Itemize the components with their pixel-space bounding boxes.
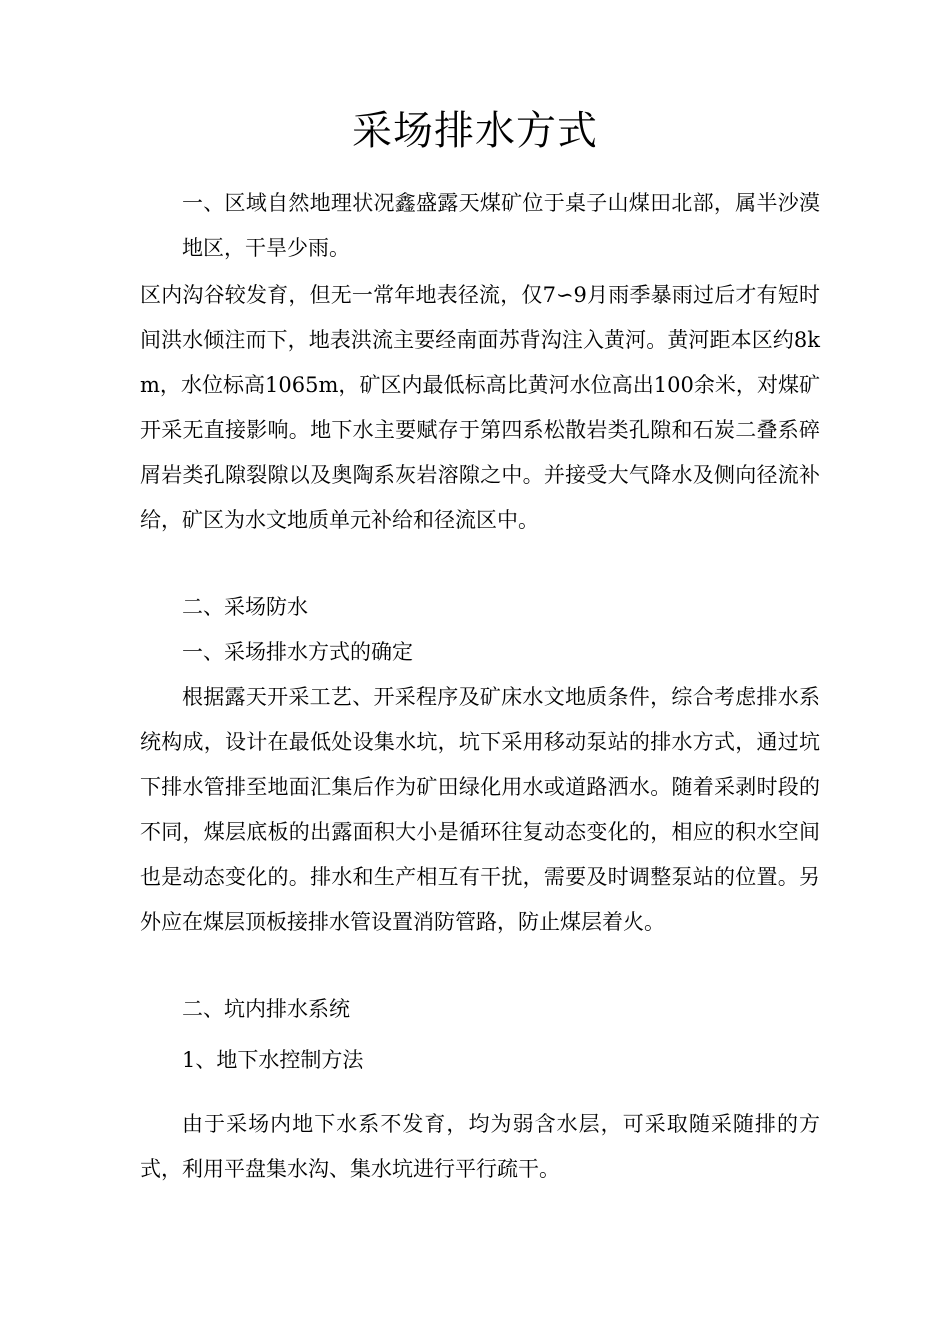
page-title: 采场排水方式 <box>352 108 598 154</box>
section-1-paragraph: 区内沟谷较发育，但无一常年地表径流，仅7∽9月雨季暴雨过后才有短时间洪水倾注而下，地表洪流主要经南面苏背沟注入黄河。黄河距本区约8km，水位标高1065m，矿区内最低标高比黄河水位高出100余米，对煤矿开采无直接影响。地下水主要赋存于第四系松散岩类孔隙和石炭二叠系碎屑岩类孔隙裂隙以及奥陶系灰岩溶隙之中。并接受大气降水及侧向径流补给，矿区为水文地质单元补给和径流区中。 <box>140 283 820 532</box>
subsection-1-paragraph: 根据露天开采工艺、开采程序及矿床水文地质条件，综合考虑排水系统构成，设计在最低处设集水坑，坑下采用移动泵站的排水方式，通过坑下排水管排至地面汇集后作为矿田绿化用水或道路洒水。随着采剥时段的不同，煤层底板的出露面积大小是循环往复动态变化的，相应的积水空间也是动态变化的。排水和生产相互有干扰，需要及时调整泵站的位置。另外应在煤层顶板接排水管设置消防管路，防止煤层着火。 <box>140 685 820 934</box>
subsection-2-heading: 二、坑内排水系统 <box>182 997 350 1021</box>
section-1-heading: 一、区域自然地理状况鑫盛露天煤矿位于桌子山煤田北部，属半沙漠地区，干旱少雨。 <box>182 191 820 260</box>
item-1-heading: 1、地下水控制方法 <box>182 1048 364 1072</box>
subsection-1-heading: 一、采场排水方式的确定 <box>182 640 413 664</box>
item-1-paragraph: 由于采场内地下水系不发育，均为弱含水层，可采取随采随排的方式，利用平盘集水沟、集水坑进行平行疏干。 <box>140 1112 820 1181</box>
section-2-heading: 二、采场防水 <box>182 595 308 619</box>
